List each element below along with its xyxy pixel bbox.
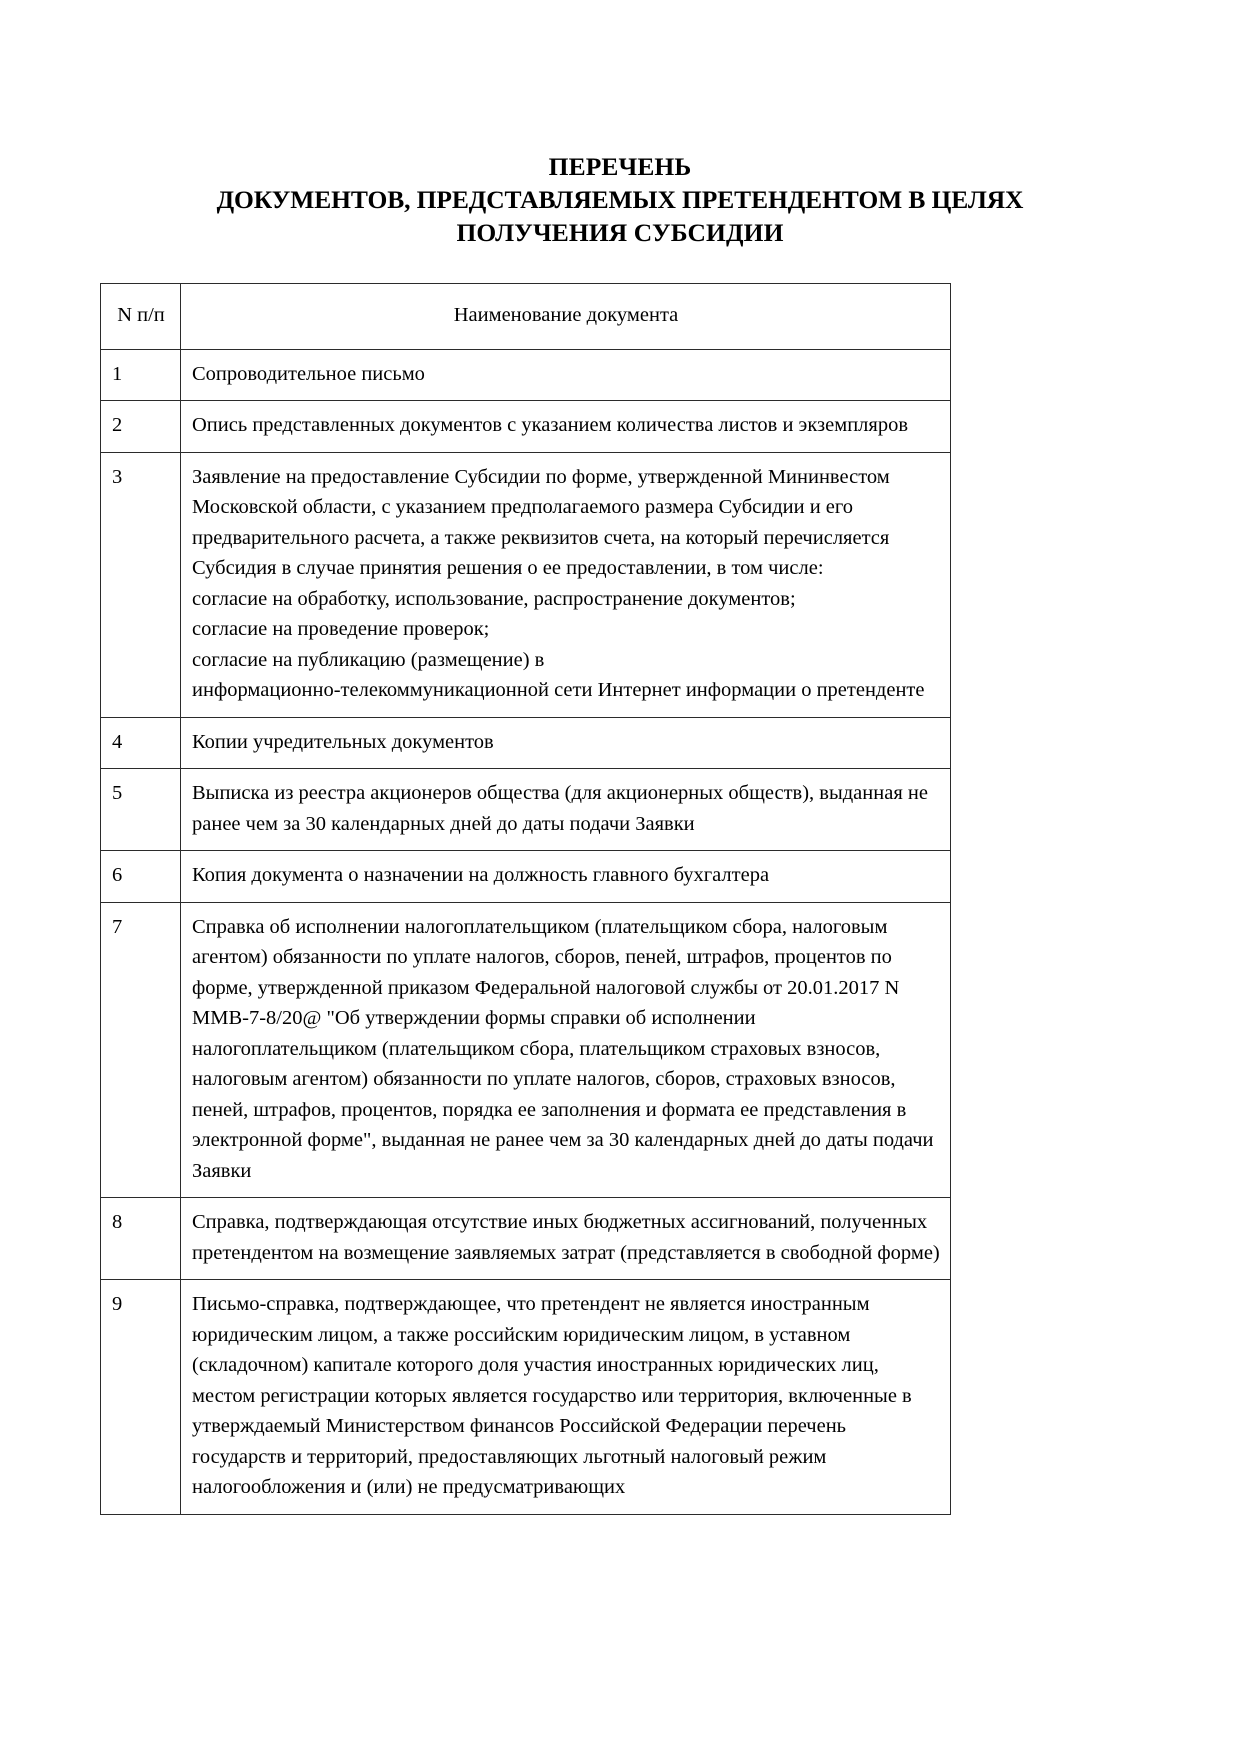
row-paragraph: Опись представленных документов с указанием количества листов и экземпляров (192, 414, 909, 436)
table-body (101, 349, 951, 1514)
table-row (101, 851, 951, 903)
page-title (100, 150, 1140, 249)
table-row (101, 401, 951, 453)
row-paragraph: Выписка из реестра акционеров общества (для акционерных обществ), выданная не ранее чем за 30 календарных дней до даты подачи Заявки (192, 782, 928, 835)
column-header-name: Наименование документа (181, 284, 951, 350)
table-row (101, 902, 951, 1198)
documents-table (100, 283, 951, 1515)
title-line-3: ПОЛУЧЕНИЯ СУБСИДИИ (456, 218, 784, 247)
row-document-name (181, 851, 951, 903)
row-number: 1 (101, 349, 181, 401)
row-document-name (181, 349, 951, 401)
table-row (101, 1198, 951, 1280)
row-paragraph: Сопроводительное письмо (192, 362, 425, 385)
row-paragraph: согласие на проведение проверок; (192, 618, 490, 640)
table-header-row (101, 284, 951, 350)
row-number: 2 (101, 401, 181, 453)
row-document-name (181, 1280, 951, 1515)
row-number: 6 (101, 851, 181, 903)
title-line-1: ПЕРЕЧЕНЬ (548, 152, 692, 181)
row-number: 9 (101, 1280, 181, 1515)
row-document-name (181, 902, 951, 1198)
row-paragraph: согласие на обработку, использование, распространение документов; (192, 587, 796, 610)
row-number: 3 (101, 452, 181, 717)
row-document-name (181, 1198, 951, 1280)
row-paragraph: Письмо-справка, подтверждающее, что претендент не является иностранным юридическим лицом, а также российским юридическим лицом, в уставном (складочном) капитале которого доля участия иностранных юридических лиц, местом регистрации которых является государство или территория, включенные в утверждаемый Министерством финансов Российской Федерации перечень государств и территорий, предоставляющих льготный налоговый режим налогообложения и (или) не предусматривающих (192, 1293, 912, 1498)
row-number: 5 (101, 769, 181, 851)
row-document-name (181, 401, 951, 453)
row-paragraph: Копия документа о назначении на должность главного бухгалтера (192, 864, 770, 886)
column-header-number: N п/п (101, 284, 181, 350)
title-line-2: ДОКУМЕНТОВ, ПРЕДСТАВЛЯЕМЫХ ПРЕТЕНДЕНТОМ В ЦЕЛЯХ (216, 185, 1024, 214)
row-paragraph: Справка об исполнении налогоплательщиком (плательщиком сбора, налоговым агентом) обязанности по уплате налогов, сборов, пеней, штрафов, процентов по форме, утвержденной приказом Федеральной налоговой службы от 20.01.2017 N ММВ-7-8/20@ "Об утверждении формы справки об исполнении налогоплательщиком (плательщиком сбора, плательщиком страховых взносов, налоговым агентом) обязанности по уплате налогов, сборов, страховых взносов, пеней, штрафов, процентов, порядка ее заполнения и формата ее представления в электронной форме", выданная не ранее чем за 30 календарных дней до даты подачи Заявки (192, 915, 934, 1182)
row-paragraph: информационно-телекоммуникационной сети Интернет информации о претенденте (192, 679, 925, 701)
table-row (101, 1280, 951, 1515)
row-number: 7 (101, 902, 181, 1198)
row-paragraph: Заявление на предоставление Субсидии по форме, утвержденной Мининвестом Московской области, с указанием предполагаемого размера Субсидии и его предварительного расчета, а также реквизитов счета, на который перечисляется Субсидия в случае принятия решения о ее предоставлении, в том числе: (192, 465, 890, 579)
row-paragraph: Копии учредительных документов (192, 730, 494, 753)
row-document-name (181, 452, 951, 717)
table-row (101, 349, 951, 401)
table-row (101, 717, 951, 769)
table-row (101, 452, 951, 717)
row-paragraph: согласие на публикацию (размещение) в (192, 648, 545, 671)
row-number: 4 (101, 717, 181, 769)
table-row (101, 769, 951, 851)
row-paragraph: Справка, подтверждающая отсутствие иных бюджетных ассигнований, полученных претендентом на возмещение заявляемых затрат (представляется в свободной форме) (192, 1211, 940, 1264)
row-document-name (181, 717, 951, 769)
row-document-name (181, 769, 951, 851)
row-number: 8 (101, 1198, 181, 1280)
table-header (101, 284, 951, 350)
